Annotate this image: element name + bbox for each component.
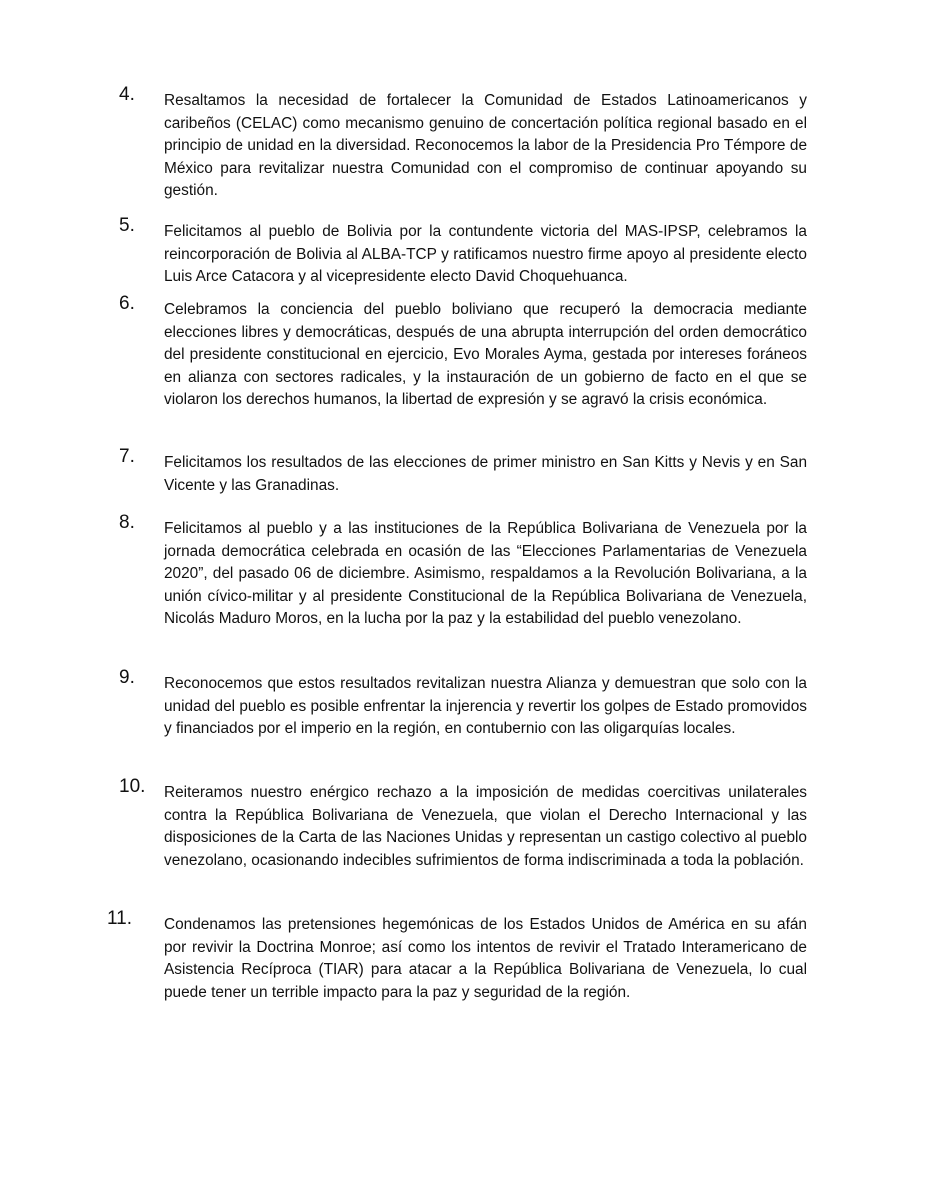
item-number: 4. (119, 84, 135, 105)
item-text: Felicitamos los resultados de las elecciones de primer ministro en San Kitts y Nevis y en San Vicente y las Granadinas. (164, 454, 807, 494)
item-text: Celebramos la conciencia del pueblo boliviano que recuperó la democracia mediante elecciones libres y democráticas, después de una abrupta interrupción del orden democrático del presidente constitucional en ejercicio, Evo Morales Ayma, gestada por intereses foráneos en alianza con sectores radicales, y la instauración de un gobierno de facto en el que se violaron los derechos humanos, la libertad de expresión y se agravó la crisis económica. (164, 301, 807, 409)
item-text: Condenamos las pretensiones hegemónicas de los Estados Unidos de América en su afán por revivir la Doctrina Monroe; así como los intentos de revivir el Tratado Interamericano de Asistencia Recíproca (TIAR) para atacar a la República Bolivariana de Venezuela, lo cual puede tener un terrible impacto para la paz y seguridad de la región. (164, 916, 807, 1001)
item-text: Reconocemos que estos resultados revitalizan nuestra Alianza y demuestran que solo con la unidad del pueblo es posible enfrentar la injerencia y revertir los golpes de Estado promovidos y financiados por el imperio en la región, en contubernio con las oligarquías locales. (164, 675, 807, 738)
item-number: 10. (119, 776, 146, 797)
item-number: 8. (119, 512, 135, 533)
item-number: 11. (107, 908, 133, 929)
item-number: 9. (119, 667, 135, 688)
item-text: Felicitamos al pueblo de Bolivia por la contundente victoria del MAS-IPSP, celebramos la reincorporación de Bolivia al ALBA-TCP y ratificamos nuestro firme apoyo al presidente electo Luis Arce Catacora y al vicepresidente electo David Choquehuanca. (164, 223, 807, 286)
item-text: Resaltamos la necesidad de fortalecer la Comunidad de Estados Latinoamericanos y caribeños (CELAC) como mecanismo genuino de concertación política regional basado en el principio de unidad en la diversidad. Reconocemos la labor de la Presidencia Pro Témpore de México para revitalizar nuestra Comunidad con el compromiso de continuar apoyando su gestión. (164, 92, 807, 200)
item-text: Reiteramos nuestro enérgico rechazo a la imposición de medidas coercitivas unilaterales contra la República Bolivariana de Venezuela, que violan el Derecho Internacional y las disposiciones de la Carta de las Naciones Unidas y representan un castigo colectivo al pueblo venezolano, ocasionando indecibles sufrimientos de forma indiscriminada a toda la población. (164, 784, 807, 869)
item-number: 5. (119, 215, 135, 236)
item-number: 6. (119, 293, 135, 314)
item-number: 7. (119, 446, 135, 467)
item-text: Felicitamos al pueblo y a las instituciones de la República Bolivariana de Venezuela por la jornada democrática celebrada en ocasión de las “Elecciones Parlamentarias de Venezuela 2020”, del pasado 06 de diciembre. Asimismo, respaldamos a la Revolución Bolivariana, a la unión cívico-militar y al presidente Constitucional de la República Bolivariana de Venezuela, Nicolás Maduro Moros, en la lucha por la paz y la estabilidad del pueblo venezolano. (164, 520, 807, 628)
